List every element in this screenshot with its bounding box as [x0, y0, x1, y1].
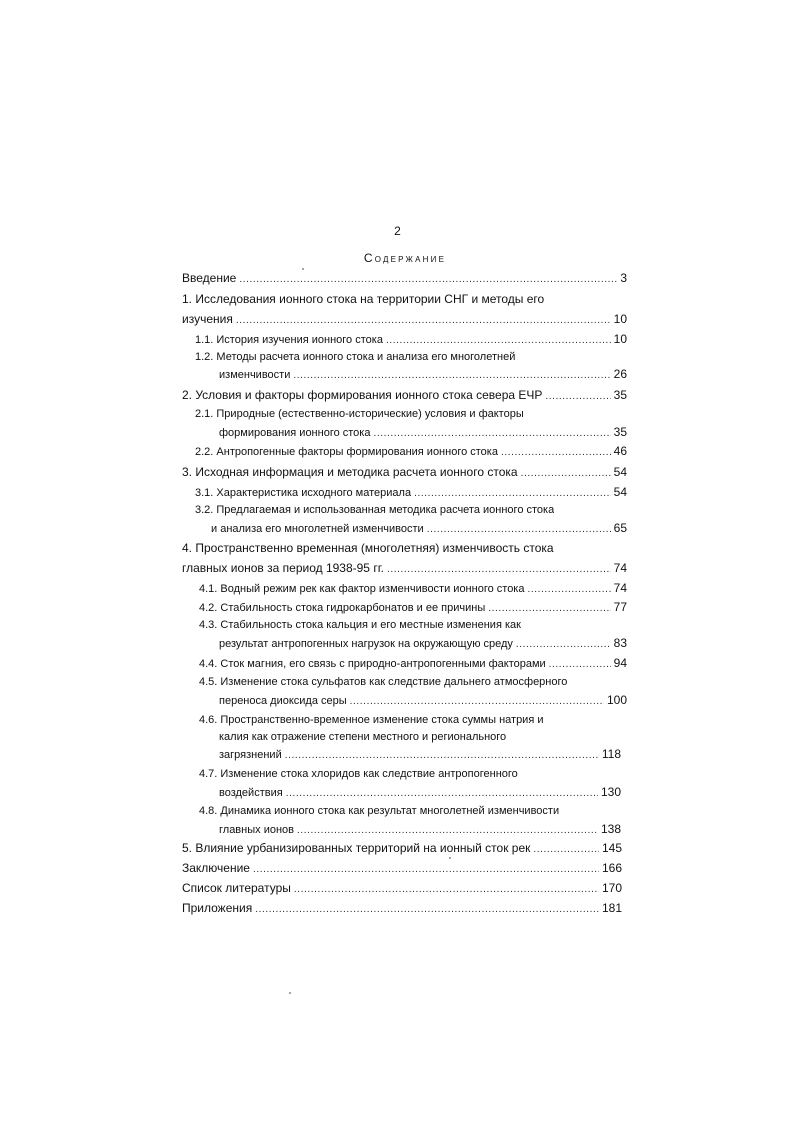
toc-entry-text: Приложения: [182, 901, 253, 915]
toc-entry-4-3-cont: [219, 636, 627, 652]
toc-page-number: 74: [613, 561, 627, 575]
toc-entry-text: 4.5. Изменение стока сульфатов как следствие дальнего атмосферного: [199, 676, 568, 688]
toc-entry-text: переноса диоксида серы: [219, 695, 347, 707]
leader-dots: [373, 427, 610, 441]
leader-dots: [294, 883, 599, 897]
leader-dots: [239, 273, 617, 287]
toc-entry-4-6-cont2: [219, 747, 621, 763]
toc-entry-4-7-cont: [219, 785, 621, 801]
scan-speck: [302, 268, 304, 270]
leader-dots: [253, 863, 599, 877]
toc-entry-1-2-cont: [219, 367, 627, 383]
toc-entry-text: 3. Исходная информация и методика расчета ионного стока: [182, 465, 518, 479]
toc-entry-text: 3.1. Характеристика исходного материала: [195, 487, 412, 499]
leader-dots: [501, 446, 611, 460]
leader-dots: [521, 467, 611, 481]
toc-entry-text: 4.7. Изменение стока хлоридов как следствие антропогенного: [199, 768, 518, 780]
toc-entry-2-1-cont: [219, 425, 627, 441]
toc-entry-introduction: [182, 271, 627, 287]
toc-entry-text: 5. Влияние урбанизированных территорий на ионный сток рек: [182, 841, 531, 855]
toc-entry-3-2: [195, 503, 627, 517]
toc-entry-3-1: [195, 485, 627, 501]
toc-entry-text: главных ионов: [219, 824, 294, 836]
toc-entry-text: калия как отражение степени местного и регионального: [219, 731, 507, 743]
leader-dots: [350, 695, 604, 709]
toc-entry-text: 4.6. Пространственно-временное изменение стока суммы натрия и: [199, 714, 544, 726]
toc-entry-4-6-cont1: [219, 730, 627, 744]
toc-entry-text: Введение: [182, 271, 237, 285]
toc-entry-text: 2.1. Природные (естественно-исторические) условия и факторы: [195, 408, 524, 420]
toc-entry-text: формирования ионного стока: [219, 427, 371, 439]
toc-entry-text: 4. Пространственно временная (многолетняя) изменчивость стока: [182, 541, 554, 555]
leader-dots: [533, 843, 599, 857]
leader-dots: [545, 390, 610, 404]
toc-entry-text: 4.3. Стабильность стока кальция и его местные изменения как: [199, 619, 521, 631]
toc-entry-chapter-2: [182, 388, 627, 404]
leader-dots: [255, 903, 599, 917]
toc-entry-1-2: [195, 350, 627, 364]
toc-page-number: 74: [613, 581, 627, 595]
toc-page-number: 145: [601, 841, 622, 855]
scan-speck: [449, 857, 451, 859]
toc-entry-text: Заключение: [182, 861, 250, 875]
toc-entry-2-1: [195, 407, 627, 421]
toc-entry-text: 4.2. Стабильность стока гидрокарбонатов и ее причины: [199, 602, 486, 614]
toc-entry-text: и анализа его многолетней изменчивости: [211, 523, 424, 535]
toc-entry-chapter-4-cont: [182, 561, 627, 577]
toc-page-number: 65: [613, 521, 627, 535]
page-number: 2: [394, 224, 401, 238]
toc-entry-text: изменчивости: [219, 369, 291, 381]
leader-dots: [549, 658, 611, 672]
toc-entry-2-2: [195, 444, 627, 460]
toc-entry-text: Список литературы: [182, 881, 291, 895]
leader-dots: [516, 638, 611, 652]
toc-entry-chapter-1: [182, 292, 627, 306]
toc-page-number: 10: [613, 332, 627, 346]
leader-dots: [286, 787, 598, 801]
toc-page-number: 46: [613, 444, 627, 458]
toc-entry-4-2: [199, 600, 627, 616]
toc-entry-text: воздействия: [219, 787, 283, 799]
toc-page-number: 94: [613, 656, 627, 670]
toc-entry-4-3: [199, 618, 627, 632]
toc-page-number: 100: [606, 693, 627, 707]
leader-dots: [236, 314, 611, 328]
toc-page-number: 118: [601, 747, 621, 761]
toc-page-number: 138: [600, 822, 621, 836]
toc-entry-chapter-3: [182, 465, 627, 481]
toc-entry-4-5: [199, 675, 627, 689]
toc-page-number: 166: [601, 861, 622, 875]
toc-entry-4-1: [199, 581, 627, 597]
leader-dots: [414, 487, 611, 501]
toc-entry-text: 2. Условия и факторы формирования ионного стока севера ЕЧР: [182, 388, 543, 402]
toc-entry-text: результат антропогенных нагрузок на окружающую среду: [219, 638, 513, 650]
toc-entry-4-7: [199, 767, 627, 781]
toc-entry-chapter-4: [182, 541, 627, 555]
toc-entry-chapter-1-cont: [182, 312, 627, 328]
toc-entry-4-4: [199, 656, 627, 672]
toc-page-number: 83: [613, 636, 627, 650]
toc-entry-text: 1. Исследования ионного стока на территории СНГ и методы его: [182, 292, 545, 306]
toc-page-number: 26: [613, 367, 627, 381]
toc-entry-text: 3.2. Предлагаемая и использованная методика расчета ионного стока: [195, 504, 555, 516]
toc-entry-references: [182, 881, 622, 897]
leader-dots: [293, 369, 610, 383]
toc-entry-appendices: [182, 901, 622, 917]
toc-entry-text: 1.1. История изучения ионного стока: [195, 334, 383, 346]
leader-dots: [285, 749, 599, 763]
toc-page-number: 130: [600, 785, 621, 799]
toc-page-number: 35: [613, 388, 627, 402]
leader-dots: [488, 602, 610, 616]
toc-page-number: 181: [601, 901, 622, 915]
toc-entry-3-2-cont: [211, 521, 627, 537]
toc-entry-4-8-cont: [219, 822, 621, 838]
toc-entry-text: 2.2. Антропогенные факторы формирования ионного стока: [195, 446, 498, 458]
toc-entry-text: 1.2. Методы расчета ионного стока и анализа его многолетней: [195, 351, 516, 363]
toc-page-number: 35: [613, 425, 627, 439]
toc-entry-conclusion: [182, 861, 622, 877]
leader-dots: [387, 563, 611, 577]
toc-page-number: 54: [613, 485, 627, 499]
toc-entry-text: главных ионов за период 1938-95 гг.: [182, 561, 384, 575]
toc-entry-text: изучения: [182, 312, 233, 326]
leader-dots: [427, 523, 611, 537]
leader-dots: [297, 824, 598, 838]
toc-page-number: 54: [613, 465, 627, 479]
toc-page-number: 3: [620, 271, 627, 285]
scan-speck: [289, 992, 291, 994]
toc-entry-chapter-5: [182, 841, 622, 857]
toc-page-number: 10: [613, 312, 627, 326]
toc-entry-4-8: [199, 804, 627, 818]
toc-entry-text: 4.4. Сток магния, его связь с природно-антропогенными факторами: [199, 658, 546, 670]
toc-entry-text: 4.1. Водный режим рек как фактор изменчивости ионного стока: [199, 583, 525, 595]
toc-entry-4-6: [199, 713, 627, 727]
toc-page-number: 170: [601, 881, 622, 895]
toc-title: Содержание: [363, 251, 447, 265]
toc-page-number: 77: [613, 600, 627, 614]
toc-entry-text: 4.8. Динамика ионного стока как результат многолетней изменчивости: [199, 805, 560, 817]
leader-dots: [386, 334, 611, 348]
toc-entry-text: загрязнений: [219, 749, 282, 761]
toc-entry-1-1: [195, 332, 627, 348]
leader-dots: [527, 583, 610, 597]
toc-entry-4-5-cont: [219, 693, 627, 709]
